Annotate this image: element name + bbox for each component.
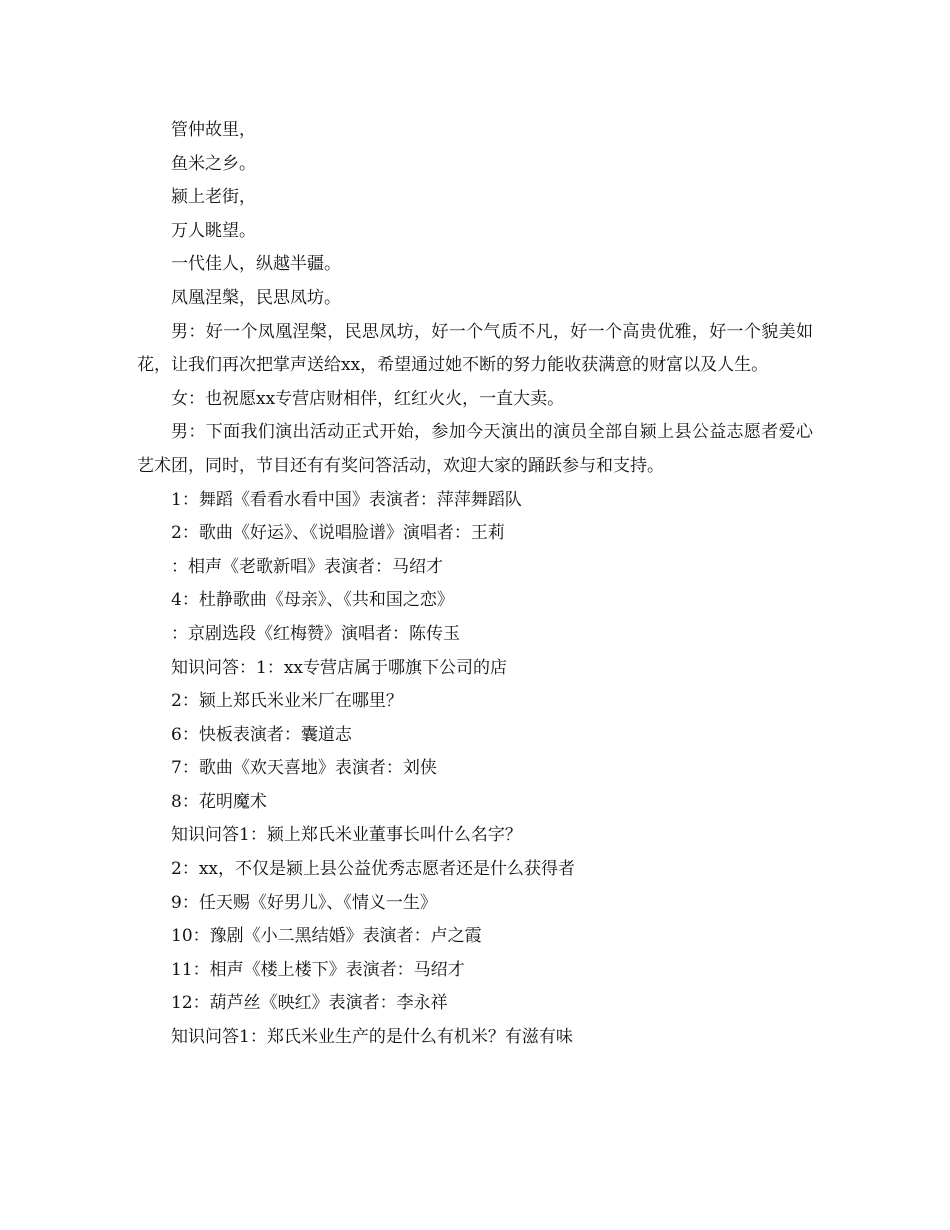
paragraph: 1：舞蹈《看看水看中国》表演者：萍萍舞蹈队 <box>171 489 522 510</box>
paragraph: 女：也祝愿xx专营店财相伴，红红火火，一直大卖。 <box>171 388 565 409</box>
paragraph: 知识问答1：颍上郑氏米业董事长叫什么名字？ <box>171 825 522 846</box>
paragraph: 男：下面我们演出活动正式开始，参加今天演出的演员全部自颍上县公益志愿者爱心艺术团，同时，节目还有有奖问答活动，欢迎大家的踊跃参与和支持。 <box>137 422 813 476</box>
paragraph: 颍上老街， <box>171 187 256 208</box>
paragraph: 11：相声《楼上楼下》表演者：马绍才 <box>171 959 465 980</box>
document-body <box>137 114 813 1055</box>
paragraph: 一代佳人，纵越半疆。 <box>171 254 341 275</box>
paragraph: 10：豫剧《小二黑结婚》表演者：卢之霞 <box>171 926 482 947</box>
paragraph: ：相声《老歌新唱》表演者：马绍才 <box>171 556 443 577</box>
paragraph: 2：歌曲《好运》、《说唱脸谱》演唱者：王莉 <box>171 523 505 544</box>
paragraph: 鱼米之乡。 <box>171 153 256 174</box>
paragraph: 知识问答1：郑氏米业生产的是什么有机米？有滋有味 <box>171 1027 573 1048</box>
paragraph: 万人眺望。 <box>171 220 256 241</box>
paragraph: 2：颍上郑氏米业米厂在哪里？ <box>171 691 403 712</box>
paragraph: ：京剧选段《红梅赞》演唱者：陈传玉 <box>171 623 460 644</box>
paragraph: 9：任天赐《好男儿》、《情义一生》 <box>171 892 437 913</box>
paragraph: 8：花明魔术 <box>171 791 267 812</box>
paragraph: 凤凰涅槃，民思凤坊。 <box>171 287 341 308</box>
paragraph: 12：葫芦丝《映红》表演者：李永祥 <box>171 993 448 1014</box>
paragraph: 2：xx，不仅是颍上县公益优秀志愿者还是什么获得者 <box>171 859 575 880</box>
paragraph: 男：好一个凤凰涅槃，民思凤坊，好一个气质不凡，好一个高贵优雅，好一个貌美如花，让我们再次把掌声送给xx，希望通过她不断的努力能收获满意的财富以及人生。 <box>137 321 813 376</box>
paragraph: 知识问答：1：xx专营店属于哪旗下公司的店 <box>171 657 507 678</box>
paragraph: 4：杜静歌曲《母亲》、《共和国之恋》 <box>171 590 454 611</box>
paragraph: 6：快板表演者：囊道志 <box>171 724 352 745</box>
paragraph: 7：歌曲《欢天喜地》表演者：刘侠 <box>171 758 437 779</box>
paragraph: 管仲故里， <box>171 120 256 140</box>
